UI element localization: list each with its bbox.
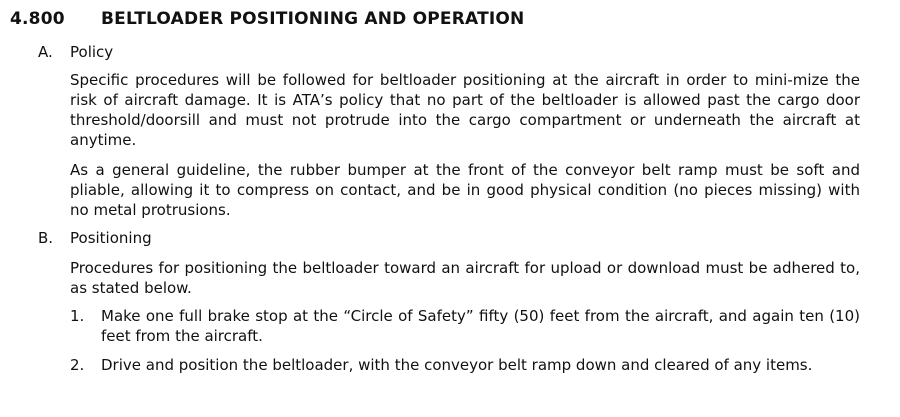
subsection-letter: B. xyxy=(38,229,54,247)
section-heading xyxy=(10,9,524,29)
policy-paragraph-1: Specific procedures will be followed for beltloader positioning at the aircraft in order to mini-mize the risk of aircraft damage. It is ATA’s policy that no part of the beltloader is allowed past the cargo door threshold/doorsill and must not protrude into the cargo compartment or underneath the aircraft at anytime. xyxy=(70,71,860,149)
subsection-letter: A. xyxy=(38,43,53,61)
section-number: 4.800 xyxy=(10,9,65,29)
subsection-label: Positioning xyxy=(70,229,152,247)
list-item-number: 1. xyxy=(70,307,85,325)
section-title: BELTLOADER POSITIONING AND OPERATION xyxy=(101,9,525,29)
positioning-intro-paragraph: Procedures for positioning the beltloader toward an aircraft for upload or download must be adhered to, as stated below. xyxy=(70,259,860,297)
policy-paragraph-2: As a general guideline, the rubber bumper at the front of the conveyor belt ramp must be soft and pliable, allowing it to compress on contact, and be in good physical condition (no pieces missing) with no metal protrusions. xyxy=(70,161,860,219)
list-item-text: Drive and position the beltloader, with the conveyor belt ramp down and cleared of any items. xyxy=(101,356,813,374)
subsection-policy-heading xyxy=(38,43,113,61)
list-item-text: Make one full brake stop at the “Circle of Safety” fifty (50) feet from the aircraft, and again ten (10) feet from the aircraft. xyxy=(101,307,860,345)
subsection-label: Policy xyxy=(70,43,114,61)
list-item xyxy=(70,306,860,346)
list-item xyxy=(70,355,860,375)
subsection-positioning-heading xyxy=(38,229,152,247)
list-item-number: 2. xyxy=(70,356,85,374)
